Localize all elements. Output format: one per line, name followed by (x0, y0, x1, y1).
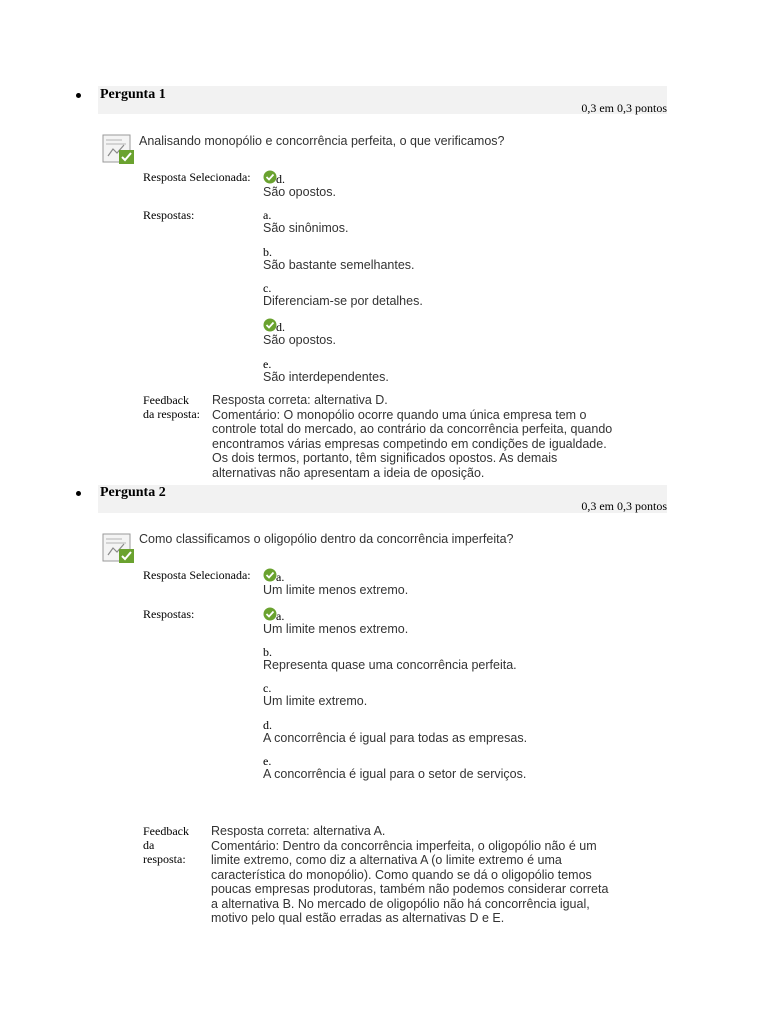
answer-letter: d. (276, 320, 285, 334)
answer-letter: b. (263, 245, 272, 259)
feedback-label-line: resposta: (143, 852, 186, 866)
answer-text: Diferenciam-se por detalhes. (263, 294, 423, 308)
answer-text: Um limite menos extremo. (263, 622, 409, 636)
correct-check-icon (263, 170, 277, 184)
selected-answer-text: Um limite menos extremo. (263, 583, 409, 597)
answer-text: A concorrência é igual para o setor de serviços. (263, 767, 527, 781)
feedback-line: controle total do mercado, ao contrário da concorrência perfeita, quando (212, 422, 613, 436)
selected-answer-label: Resposta Selecionada: (143, 568, 251, 582)
answer-letter: e. (263, 357, 272, 371)
answer-letter: b. (263, 645, 272, 659)
feedback-line: Comentário: O monopólio ocorre quando uma única empresa tem o (212, 407, 587, 422)
answer-text: Representa quase uma concorrência perfeita. (263, 658, 517, 672)
feedback-line: Comentário: Dentro da concorrência imperfeita, o oligopólio não é um (211, 838, 597, 853)
feedback-line: encontramos várias empresas competindo em condições de igualdade. (212, 436, 607, 451)
question-text: Como classificamos o oligopólio dentro da concorrência imperfeita? (139, 532, 514, 546)
feedback-label-line: Feedback (143, 393, 189, 407)
answer-letter: c. (263, 281, 272, 295)
answers-label: Respostas: (143, 607, 195, 621)
feedback-label-line: Feedback (143, 824, 189, 838)
bullet-icon (76, 491, 81, 496)
selected-answer-letter: a. (276, 570, 285, 584)
feedback-text (212, 393, 612, 480)
answer-letter: e. (263, 754, 272, 768)
feedback-line: poucas empresas produtoras, também não podemos considerar correta (211, 882, 609, 896)
feedback-line: alternativas não apresentam a ideia de oposição. (212, 465, 485, 480)
feedback-line: motivo pelo qual estão erradas as alternativas D e E. (211, 911, 505, 925)
answer-text: Um limite extremo. (263, 694, 368, 708)
answer-letter: c. (263, 681, 272, 695)
correct-check-icon (263, 607, 277, 621)
graded-question-icon (102, 533, 134, 563)
selected-answer-text: São opostos. (263, 185, 336, 199)
answer-text: São interdependentes. (263, 370, 389, 384)
answer-text: A concorrência é igual para todas as empresas. (263, 731, 528, 745)
answer-letter: a. (276, 609, 285, 623)
feedback-label (143, 824, 189, 866)
question-text: Analisando monopólio e concorrência perfeita, o que verificamos? (139, 134, 505, 148)
answers-label: Respostas: (143, 208, 195, 222)
graded-question-icon (102, 134, 134, 164)
question-title: Pergunta 1 (100, 87, 166, 102)
feedback-label (143, 393, 200, 421)
feedback-line: limite extremo, como diz a alternativa A (o limite extremo é uma (211, 853, 562, 867)
answer-letter: d. (263, 718, 272, 732)
correct-check-icon (263, 318, 277, 332)
question-title: Pergunta 2 (100, 485, 166, 500)
correct-check-icon (263, 568, 277, 582)
feedback-label-line: da (143, 838, 155, 852)
answer-letter: a. (263, 208, 272, 222)
feedback-line: a alternativa B. No mercado de oligopólio não há concorrência igual, (211, 896, 590, 911)
question-score: 0,3 em 0,3 pontos (581, 499, 667, 513)
feedback-line: Os dois termos, portanto, têm significados opostos. As demais (212, 451, 558, 465)
feedback-line: Resposta correta: alternativa A. (211, 824, 386, 838)
feedback-line: Resposta correta: alternativa D. (212, 393, 388, 407)
feedback-text (211, 824, 608, 926)
question-score: 0,3 em 0,3 pontos (581, 101, 667, 115)
answer-text: São opostos. (263, 333, 336, 347)
answer-text: São sinônimos. (263, 221, 349, 235)
selected-answer-label: Resposta Selecionada: (143, 170, 251, 184)
answer-text: São bastante semelhantes. (263, 258, 415, 272)
selected-answer-letter: d. (276, 172, 285, 186)
bullet-icon (76, 93, 81, 98)
feedback-line: característica do monopólio). Como quando se dá o oligopólio temos (211, 867, 592, 882)
feedback-label-line: da resposta: (143, 407, 200, 421)
